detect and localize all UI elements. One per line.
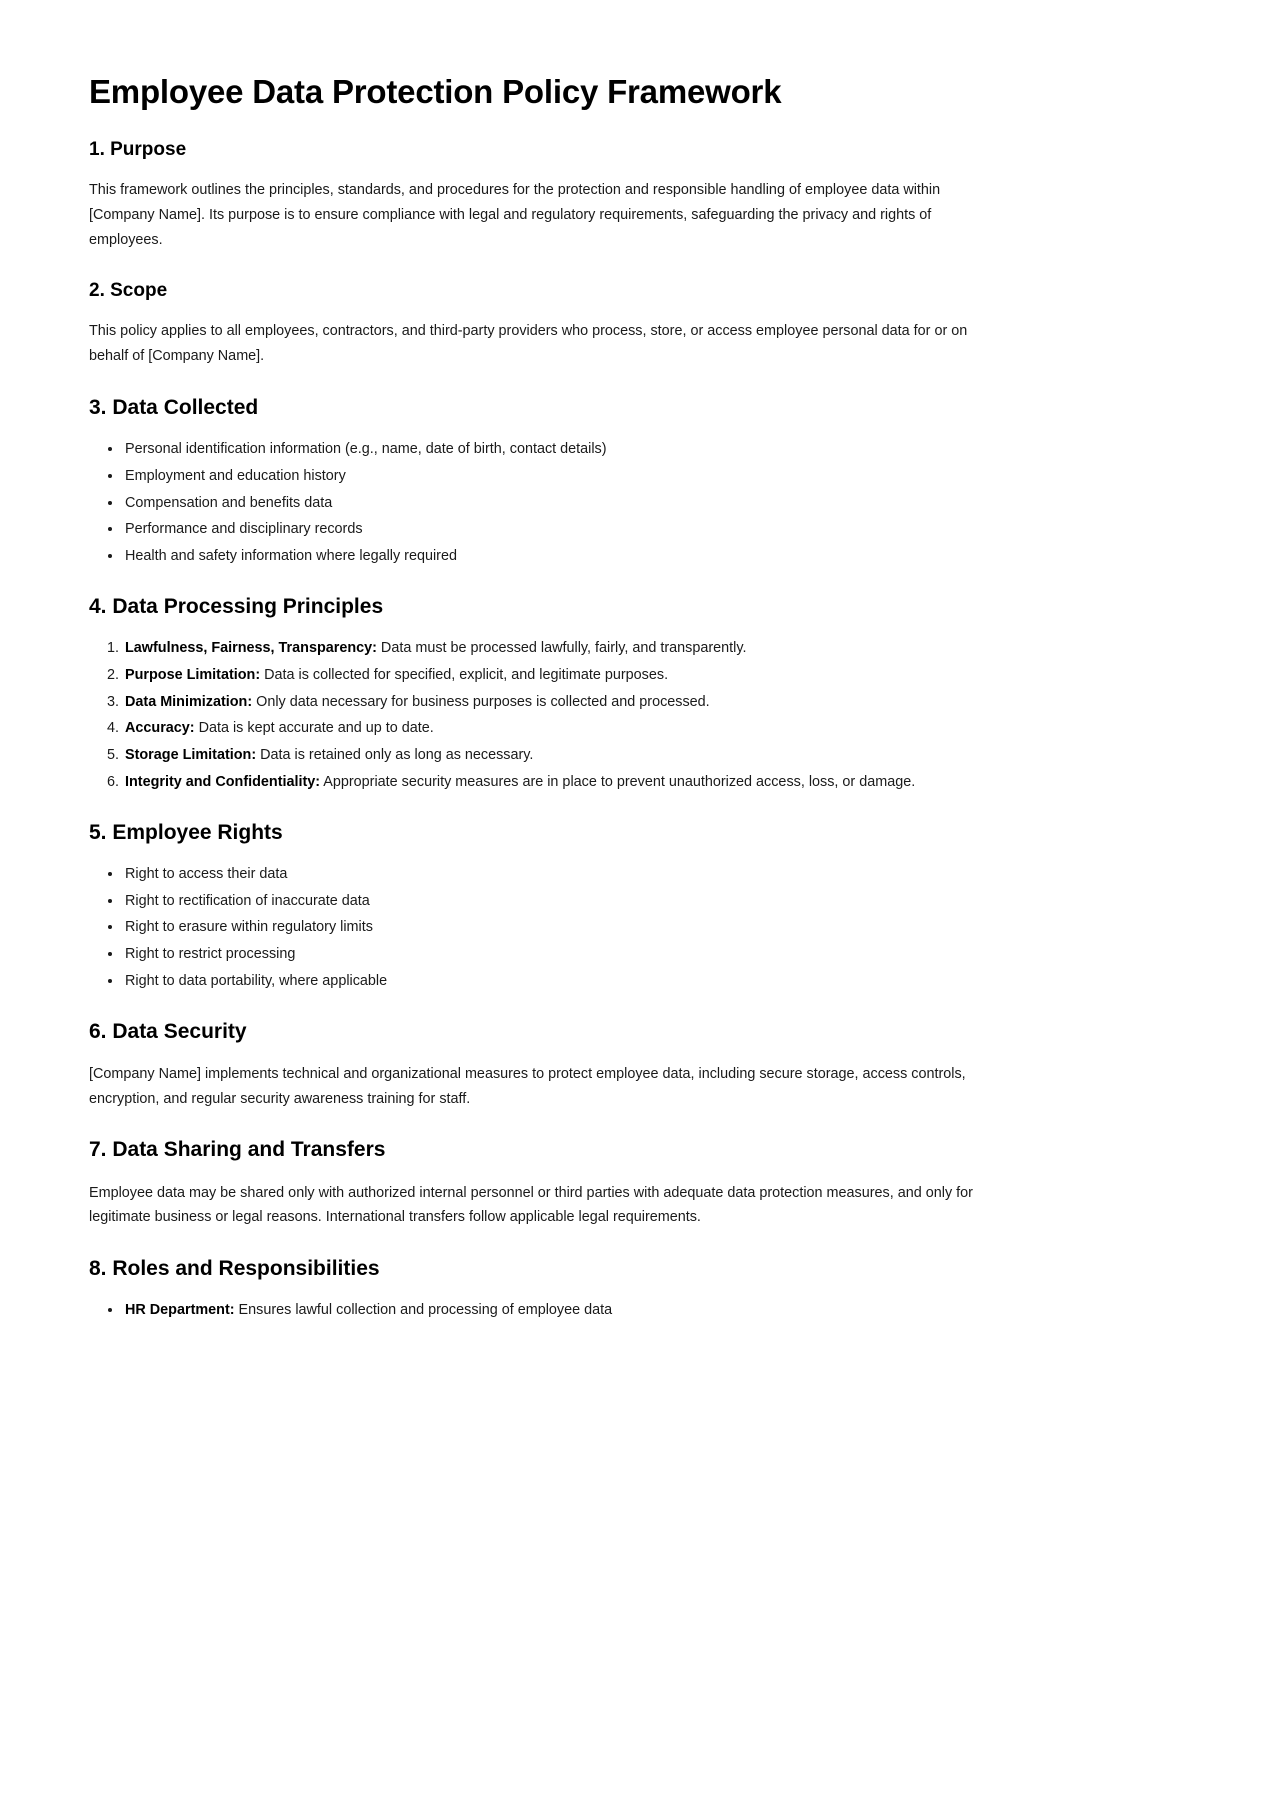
section-heading-purpose: 1. Purpose <box>89 138 187 160</box>
list-item <box>123 664 994 687</box>
list-item-lead: Accuracy: <box>125 720 195 737</box>
section-employee-rights <box>89 820 994 993</box>
list-item-text: Data is collected for specified, explicit, and legitimate purposes. <box>260 666 669 683</box>
employee-rights-list <box>89 863 994 993</box>
section-paragraph-scope: This policy applies to all employees, contractors, and third-party providers who process, store, or access employee personal data for or on behalf of [Company Name]. <box>89 323 968 365</box>
section-heading-data-security: 6. Data Security <box>89 1019 247 1043</box>
list-item <box>123 1299 994 1322</box>
data-collected-list <box>89 438 994 568</box>
section-heading-data-sharing-transfers: 7. Data Sharing and Transfers <box>89 1138 386 1162</box>
list-item: • Right to access their data <box>123 863 994 886</box>
list-item-text: Appropriate security measures are in place to prevent unauthorized access, loss, or damage. <box>320 773 916 790</box>
section-heading-employee-rights: 5. Employee Rights <box>89 820 283 844</box>
list-item: • Right to erasure within regulatory limits <box>123 916 994 939</box>
list-item: • Personal identification information (e.g., name, date of birth, contact details) <box>123 438 994 461</box>
list-item-lead: Storage Limitation: <box>125 747 257 764</box>
section-heading-scope: 2. Scope <box>89 279 168 301</box>
section-heading-roles-responsibilities: 8. Roles and Responsibilities <box>89 1257 380 1281</box>
data-processing-principles-list <box>89 637 994 794</box>
section-paragraph-data-security: [Company Name] implements technical and organizational measures to protect employee data, including secure storage, access controls, encryption, and regular security awareness training for staff. <box>89 1065 966 1107</box>
section-scope <box>89 279 994 369</box>
list-item <box>123 744 994 767</box>
list-item-text: Data is retained only as long as necessary. <box>256 747 534 764</box>
list-item: • Health and safety information where legally required <box>123 545 994 568</box>
section-heading-data-collected: 3. Data Collected <box>89 395 259 419</box>
list-item <box>123 691 994 714</box>
list-item-lead: HR Department: <box>125 1302 235 1319</box>
section-purpose <box>89 138 994 253</box>
list-item: • Right to data portability, where applicable <box>123 970 994 993</box>
list-item: • Employment and education history <box>123 465 994 488</box>
section-paragraph-data-sharing-transfers: Employee data may be shared only with authorized internal personnel or third parties with adequate data protection measures, and only for legitimate business or legal reasons. International transfers follow applicable legal requirements. <box>89 1184 973 1226</box>
list-item: • Performance and disciplinary records <box>123 518 994 541</box>
list-item <box>123 717 994 740</box>
section-paragraph-purpose: This framework outlines the principles, standards, and procedures for the protection and responsible handling of employee data within [Company Name]. Its purpose is to ensure compliance with legal and regulatory requirements, safeguarding the privacy and rights of employees. <box>89 182 941 248</box>
roles-responsibilities-list <box>89 1299 994 1322</box>
list-item-lead: Integrity and Confidentiality: <box>125 773 321 790</box>
section-data-sharing-transfers <box>89 1137 994 1230</box>
list-item-text: Data is kept accurate and up to date. <box>194 720 434 737</box>
list-item-text: Only data necessary for business purposes is collected and processed. <box>252 693 710 710</box>
list-item-text: Ensures lawful collection and processing of employee data <box>234 1302 613 1319</box>
section-data-collected <box>89 395 994 568</box>
list-item <box>123 771 994 794</box>
list-item-lead: Purpose Limitation: <box>125 666 261 683</box>
list-item-lead: Data Minimization: <box>125 693 253 710</box>
section-data-security <box>89 1019 994 1112</box>
list-item: • Right to rectification of inaccurate data <box>123 890 994 913</box>
page-title: Employee Data Protection Policy Framework <box>89 73 782 110</box>
document-body <box>89 72 994 1319</box>
section-heading-data-processing-principles: 4. Data Processing Principles <box>89 594 384 618</box>
list-item: • Right to restrict processing <box>123 943 994 966</box>
section-data-processing-principles <box>89 594 994 794</box>
list-item <box>123 637 994 660</box>
list-item-text: Data must be processed lawfully, fairly, and transparently. <box>376 640 747 657</box>
section-roles-responsibilities <box>89 1256 994 1322</box>
list-item: • Compensation and benefits data <box>123 492 994 515</box>
list-item-lead: Lawfulness, Fairness, Transparency: <box>125 640 377 657</box>
